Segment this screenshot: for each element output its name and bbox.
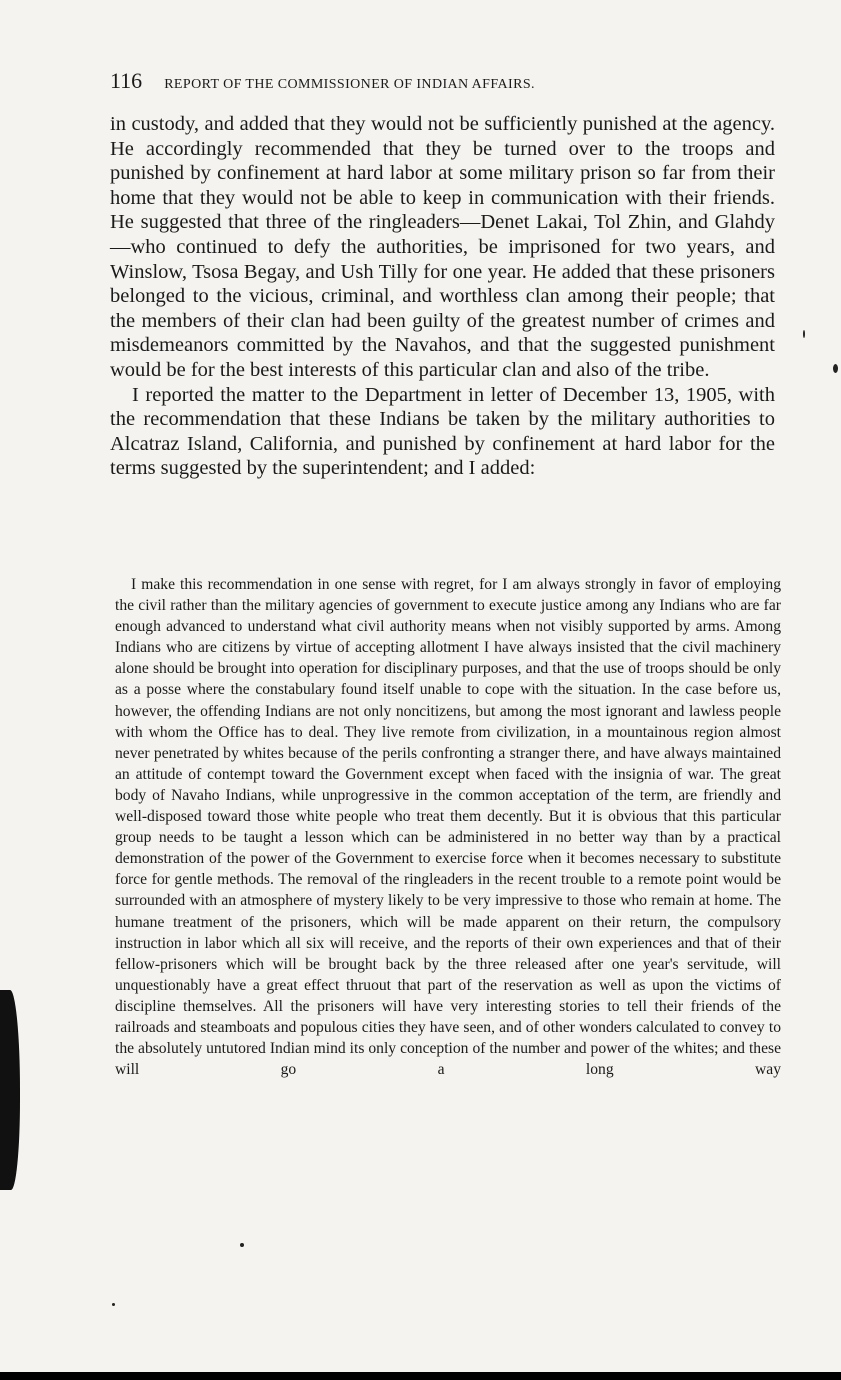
scan-speck: [240, 1243, 244, 1247]
scan-edge-shadow: [0, 990, 20, 1190]
scan-speck: [833, 364, 838, 373]
running-title: REPORT OF THE COMMISSIONER OF INDIAN AFFAIRS.: [164, 77, 535, 92]
page-number: 116: [110, 68, 143, 93]
scan-speck: [112, 1303, 115, 1306]
main-text: [110, 112, 775, 481]
scan-bottom-border: [0, 1372, 841, 1380]
page-header: [110, 68, 790, 94]
paragraph-2: I reported the matter to the Department in letter of December 13, 1905, with the recommendation that these Indians be taken by the military authorities to Alcatraz Island, California, and punished by confinement at hard labor for the terms suggested by the superintendent; and I added:: [110, 383, 775, 480]
block-quote: [115, 574, 781, 1080]
quote-text: I make this recommendation in one sense with regret, for I am always strongly in favor of employing the civil rather than the military agencies of government to execute justice among any Indians who are far enough advanced to understand what civil authority means when not visibly supported by arms. Among Indians who are citizens by virtue of accepting allotment I have always insisted that the civil machinery alone should be brought into operation for disciplinary purposes, and that the use of troops should be only as a posse where the constabulary found itself unable to cope with the situation. In the case before us, however, the offending Indians are not only noncitizens, but among the most ignorant and lawless people with whom the Office has to deal. They live remote from civilization, in a mountainous region almost never penetrated by whites because of the perils confronting a stranger there, and have always maintained an attitude of contempt toward the Government except when faced with the insignia of war. The great body of Navaho Indians, while unprogressive in the common acceptation of the term, are friendly and well-disposed toward those white people who treat them decently. But it is obvious that this particular group needs to be taught a lesson which can be administered in no better way than by a practical demonstration of the power of the Government to exercise force when it becomes necessary to substitute force for gentle methods. The removal of the ringleaders in the recent trouble to a remote point would be surrounded with an atmosphere of mystery likely to be very impressive to those who remain at home. The humane treatment of the prisoners, which will be made apparent on their return, the compulsory instruction in labor which all six will receive, and the reports of their own experiences and that of their fellow-prisoners which will be brought back by the three released after one year's servitude, will unquestionably have a great effect thruout that part of the reservation as well as upon the victims of discipline themselves. All the prisoners will have very interesting stories to tell their friends of the railroads and steamboats and populous cities they have seen, and of other wonders calculated to convey to the absolutely untutored Indian mind its only conception of the number and power of the whites; and these will go a long way: [115, 576, 781, 1079]
scan-speck: [803, 330, 805, 338]
paragraph-1: in custody, and added that they would not be sufficiently punished at the agency. He accordingly recommended that they be turned over to the troops and punished by confinement at hard labor at some military prison so far from their home that they would not be able to keep in communication with their friends. He suggested that three of the ringleaders—Denet Lakai, Tol Zhin, and Glahdy—who continued to defy the authorities, be imprisoned for two years, and Winslow, Tsosa Begay, and Ush Tilly for one year. He added that these prisoners belonged to the vicious, criminal, and worthless clan among their people; that the members of their clan had been guilty of the greatest number of crimes and misdemeanors committed by the Navahos, and that the suggested punishment would be for the best interests of this particular clan and also of the tribe.: [110, 113, 775, 381]
